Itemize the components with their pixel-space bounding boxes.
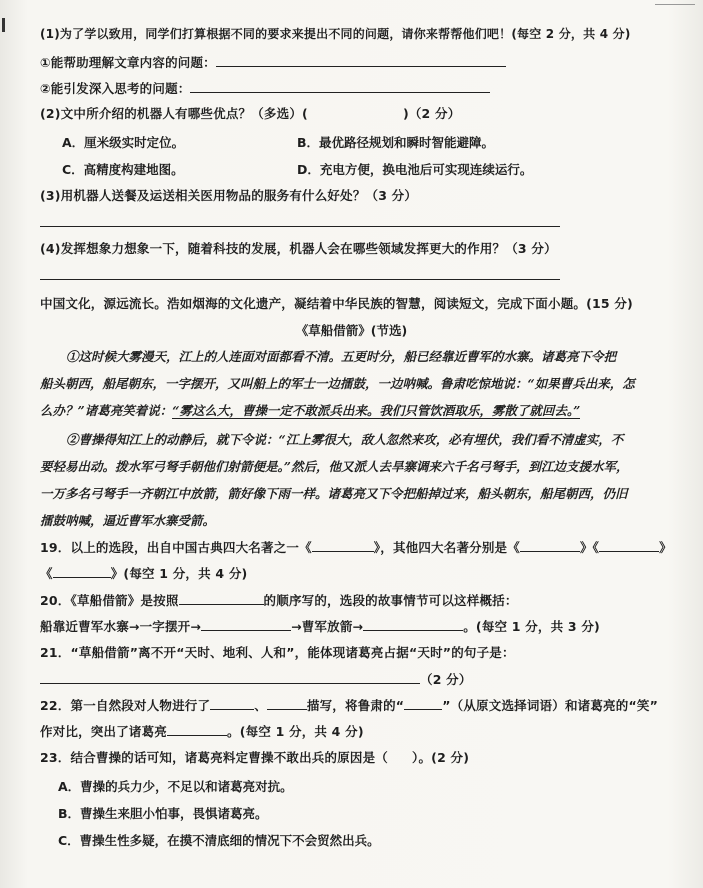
q19-text-d: 》 <box>659 540 672 555</box>
q20-text-e: 。(每空 1 分，共 3 分) <box>463 619 600 634</box>
q22-text-b: 、 <box>254 698 267 713</box>
q18-option-c: C．高精度构建地图。 <box>62 162 184 177</box>
answer-blank[interactable] <box>520 539 580 552</box>
q23-option-a: A．曹操的兵力少，不足以和诸葛亮对抗。 <box>58 779 293 794</box>
q18-part2 <box>40 106 460 122</box>
q22-text-f: 。(每空 1 分，共 4 分) <box>227 724 364 739</box>
q19-text-a: 19．以上的选段，出自中国古典四大名著之一《 <box>40 540 312 555</box>
answer-blank[interactable] <box>53 565 111 578</box>
q19-text-e: 《 <box>40 566 53 581</box>
q20-line1 <box>40 592 518 609</box>
q19-line2 <box>40 565 247 582</box>
scan-edge-mark <box>2 18 5 32</box>
passage-title: 《草船借箭》(节选) <box>295 323 408 338</box>
answer-blank[interactable] <box>599 539 659 552</box>
q18-part1: (1)为了学以致用，同学们打算根据不同的要求来提出不同的问题，请你来帮帮他们吧！(每空 2 分，共 4 分) <box>40 27 631 41</box>
q18-part1-a-text: ①能帮助理解文章内容的问题： <box>40 55 216 70</box>
answer-blank[interactable] <box>363 618 463 631</box>
q23-text-b: ）。(2 分) <box>412 750 470 765</box>
q20-text-d: →曹军放箭→ <box>291 619 364 634</box>
passage-p2-line4: 擂鼓呐喊，逼近曹军水寨受箭。 <box>40 513 216 528</box>
passage-p2-line1: ②曹操得知江上的动静后，就下令说：“江上雾很大，敌人忽然来攻，必有埋伏，我们看不清虚实，不 <box>66 432 624 447</box>
answer-blank[interactable] <box>216 54 506 67</box>
answer-blank[interactable] <box>312 539 374 552</box>
q18-part2-text: (2)文中所介绍的机器人有哪些优点？（多选）( <box>40 106 308 121</box>
q22-text-c: 描写，将鲁肃的“ <box>306 698 405 713</box>
q23-text-a: 23．结合曹操的话可知，诸葛亮料定曹操不敢出兵的原因是（ <box>40 750 388 765</box>
answer-blank[interactable] <box>267 697 307 710</box>
q18-part1-a <box>40 54 506 71</box>
q18-part3: (3)用机器人送餐及运送相关医用物品的服务有什么好处？（3 分） <box>40 188 418 203</box>
q21-line2 <box>40 671 472 688</box>
q20-line2 <box>40 618 600 635</box>
answer-blank[interactable] <box>201 618 291 631</box>
answer-blank[interactable] <box>210 697 254 710</box>
q18-part1-b <box>40 80 490 97</box>
passage-p2-line3: 一万多名弓弩手一齐朝江中放箭，箭好像下雨一样。诸葛亮又下令把船掉过来，船头朝东，船尾朝西，仍旧 <box>40 486 628 501</box>
q18-option-b: B．最优路径规划和瞬时智能避障。 <box>297 135 495 150</box>
q22-text-a: 22．第一自然段对人物进行了 <box>40 698 211 713</box>
q18-part4: (4)发挥想象力想象一下，随着科技的发展，机器人会在哪些领域发挥更大的作用？（3 分） <box>40 241 557 256</box>
q19-text-f: 》(每空 1 分，共 4 分) <box>110 566 248 581</box>
q19-line1 <box>40 539 672 556</box>
q18-option-d: D．充电方便，换电池后可实现连续运行。 <box>297 162 533 177</box>
answer-blank[interactable] <box>190 80 490 93</box>
q20-text-a: 20．《草船借箭》是按照 <box>40 593 179 608</box>
q23-stem <box>40 750 469 766</box>
q18-part2-end: )（2 分） <box>402 106 461 121</box>
passage-p1-line2: 船头朝西，船尾朝东，一字摆开，又叫船上的军士一边擂鼓，一边呐喊。鲁肃吃惊地说：“如果曹兵出来，怎 <box>40 376 635 391</box>
section-intro: 中国文化，源远流长。浩如烟海的文化遗产，凝结着中华民族的智慧，阅读短文，完成下面小题。(15 分) <box>40 296 633 311</box>
answer-blank[interactable] <box>404 697 442 710</box>
passage-p1-line3 <box>40 403 690 419</box>
passage-p1-line3-a: 么办？”诸葛亮笑着说： <box>40 403 173 418</box>
q22-text-e: 作对比，突出了诸葛亮 <box>40 724 168 739</box>
underlined-sentence: “雾这么大，曹操一定不敢派兵出来。我们只管饮酒取乐，雾散了就回去。” <box>172 403 581 418</box>
q21-text-b: （2 分） <box>420 672 472 687</box>
q23-option-b: B．曹操生来胆小怕事，畏惧诸葛亮。 <box>58 806 268 821</box>
q20-text-c: 船靠近曹军水寨→一字摆开→ <box>40 619 202 634</box>
q22-line2 <box>40 723 364 740</box>
q18-option-a: A．厘米级实时定位。 <box>62 135 185 150</box>
q22-line1 <box>40 697 658 714</box>
q19-text-b: 》，其他四大名著分别是《 <box>373 540 520 555</box>
answer-line[interactable] <box>40 279 560 280</box>
passage-p1-line1: ①这时候大雾漫天，江上的人连面对面都看不清。五更时分，船已经靠近曹军的水寨。诸葛亮下令把 <box>66 349 617 364</box>
answer-blank[interactable] <box>167 723 227 736</box>
passage-p2-line2: 要轻易出动。拨水军弓弩手朝他们射箭便是。”然后，他又派人去旱寨调来六千名弓弩手，到江边支援水军， <box>40 459 629 474</box>
q18-part1-b-text: ②能引发深入思考的问题： <box>40 81 191 96</box>
answer-blank[interactable] <box>40 671 420 684</box>
q23-option-c: C．曹操生性多疑，在摸不清底细的情况下不会贸然出兵。 <box>58 833 380 848</box>
q20-text-b: 的顺序写的，选段的故事情节可以这样概括： <box>263 593 518 608</box>
scan-corner-mark <box>655 0 695 5</box>
q21-line1: 21．“草船借箭”离不开“天时、地利、人和”，能体现诸葛亮占据“天时”的句子是： <box>40 645 515 660</box>
answer-line[interactable] <box>40 226 560 227</box>
q22-text-d: ”（从原文选择词语）和诸葛亮的“笑” <box>442 698 658 713</box>
q19-text-c: 》《 <box>579 540 600 555</box>
answer-blank[interactable] <box>179 592 264 605</box>
